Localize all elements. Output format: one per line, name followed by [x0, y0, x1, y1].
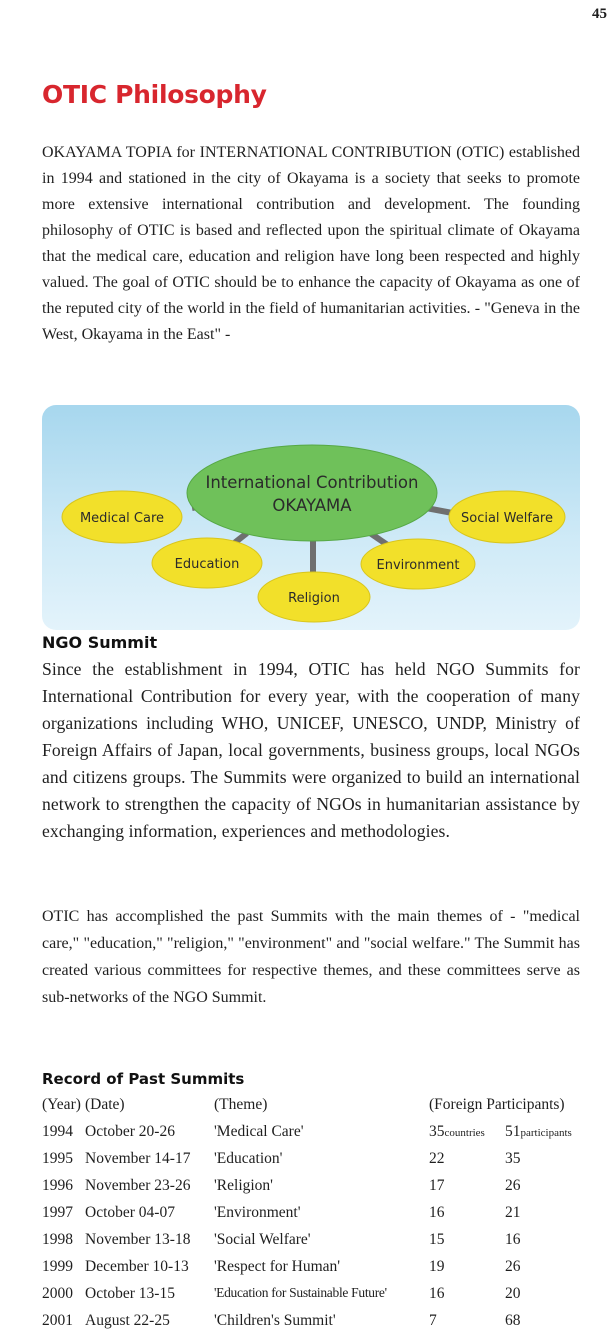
- record-participants-value: 21: [505, 1204, 521, 1221]
- header-year: (Year): [42, 1096, 81, 1113]
- record-countries: [429, 1150, 445, 1168]
- record-year: 1998: [42, 1231, 73, 1248]
- record-date: November 13-18: [85, 1231, 191, 1248]
- record-year: 1996: [42, 1177, 73, 1194]
- record-participants-value: 26: [505, 1258, 521, 1275]
- record-theme: 'Religion': [214, 1177, 273, 1194]
- record-countries: [429, 1312, 437, 1330]
- record-countries-unit: countries: [444, 1127, 485, 1139]
- themes-paragraph: OTIC has accomplished the past Summits with the main themes of - "medical care," "education," "religion," "environment" and "social welfare." The Summit has created various committees for respective themes, and these committees serve as sub-networks of the NGO Summit.: [42, 908, 580, 1006]
- record-date: November 23-26: [85, 1177, 191, 1194]
- record-participants-value: 26: [505, 1177, 521, 1194]
- node-label-social-welfare: Social Welfare: [461, 511, 553, 526]
- record-date: December 10-13: [85, 1258, 189, 1275]
- header-foreign-participants: (Foreign Participants): [429, 1096, 565, 1113]
- record-participants-value: 35: [505, 1150, 521, 1167]
- record-countries: [429, 1231, 445, 1249]
- record-participants: [505, 1312, 521, 1330]
- records-heading: Record of Past Summits: [42, 1070, 245, 1088]
- record-countries: [429, 1285, 445, 1303]
- table-row: [42, 1150, 587, 1177]
- record-year: 1994: [42, 1123, 73, 1140]
- record-date: November 14-17: [85, 1150, 191, 1167]
- records-table: [42, 1096, 587, 1339]
- node-label-religion: Religion: [288, 591, 340, 606]
- record-participants: [505, 1177, 521, 1195]
- record-theme: 'Social Welfare': [214, 1231, 311, 1248]
- record-countries: [429, 1177, 445, 1195]
- node-label-medical-care: Medical Care: [79, 511, 165, 526]
- ngo-summit-paragraph: Since the establishment in 1994, OTIC has held NGO Summits for International Contribution for every year, with the cooperation of many organizations including WHO, UNICEF, UNESCO, UNDP, Ministry of Foreign Affairs of Japan, local governments, business groups, local NGOs and citizens groups. The Summits were organized to build an international network to strengthen the capacity of NGOs in humanitarian assistance by exchanging information, experiences and methodologies.: [42, 659, 580, 841]
- table-row: [42, 1312, 587, 1339]
- table-row: [42, 1204, 587, 1231]
- table-row: [42, 1231, 587, 1258]
- ngo-summit-heading: NGO Summit: [42, 633, 158, 652]
- record-year: 1997: [42, 1204, 73, 1221]
- record-year: 1999: [42, 1258, 73, 1275]
- record-participants: [505, 1258, 521, 1276]
- record-participants-value: 16: [505, 1231, 521, 1248]
- page-number: 45: [592, 6, 607, 22]
- record-theme: 'Medical Care': [214, 1123, 304, 1140]
- record-participants: [505, 1231, 521, 1249]
- record-year: 2001: [42, 1312, 73, 1329]
- record-participants-value: 51: [505, 1123, 521, 1140]
- record-theme: 'Education for Sustainable Future': [214, 1285, 387, 1300]
- record-participants: [505, 1150, 521, 1168]
- record-date: October 13-15: [85, 1285, 175, 1302]
- record-participants-value: 20: [505, 1285, 521, 1302]
- record-theme: 'Children's Summit': [214, 1312, 336, 1329]
- header-theme: (Theme): [214, 1096, 268, 1113]
- node-label-education: Education: [174, 557, 240, 572]
- center-label-line2: OKAYAMA: [272, 496, 352, 515]
- table-row: [42, 1258, 587, 1285]
- records-body: [42, 1123, 587, 1339]
- center-label-line1: International Contribution: [205, 473, 419, 492]
- record-countries: [429, 1258, 445, 1276]
- records-header-row: [42, 1096, 587, 1123]
- record-year: 1995: [42, 1150, 73, 1167]
- record-participants: [505, 1204, 521, 1222]
- record-theme: 'Education': [214, 1150, 283, 1167]
- table-row: [42, 1285, 587, 1312]
- page-title: OTIC Philosophy: [42, 80, 267, 109]
- record-theme: 'Respect for Human': [214, 1258, 341, 1275]
- table-row: [42, 1177, 587, 1204]
- record-countries-value: 19: [429, 1258, 445, 1275]
- record-countries-value: 22: [429, 1150, 445, 1167]
- header-date: (Date): [85, 1096, 125, 1113]
- record-countries-value: 16: [429, 1285, 445, 1302]
- record-countries-value: 35: [429, 1123, 445, 1140]
- record-participants: [505, 1285, 521, 1303]
- record-countries-value: 15: [429, 1231, 445, 1248]
- record-year: 2000: [42, 1285, 73, 1302]
- record-countries: [429, 1204, 445, 1222]
- record-countries: [429, 1123, 485, 1141]
- center-node: [187, 445, 437, 541]
- record-participants-unit: participants: [520, 1127, 572, 1139]
- intro-paragraph: OKAYAMA TOPIA for INTERNATIONAL CONTRIBUTION (OTIC) established in 1994 and stationed in the city of Okayama is a society that seeks to promote more extensive international contribution and development. The founding philosophy of OTIC is based and reflected upon the spiritual climate of Okayama that the medical care, education and religion have long been respected and highly valued. The goal of OTIC should be to enhance the capacity of Okayama as one of the reputed city of the world in the field of humanitarian activities. - "Geneva in the West, Okayama in the East" -: [42, 144, 580, 343]
- node-label-environment: Environment: [376, 558, 460, 573]
- record-date: October 04-07: [85, 1204, 175, 1221]
- diagram-graphic: [42, 405, 580, 630]
- record-countries-value: 17: [429, 1177, 445, 1194]
- table-row: [42, 1123, 587, 1150]
- record-date: October 20-26: [85, 1123, 175, 1140]
- record-theme: 'Environment': [214, 1204, 301, 1221]
- record-participants-value: 68: [505, 1312, 521, 1329]
- record-countries-value: 7: [429, 1312, 437, 1329]
- record-participants: [505, 1123, 572, 1141]
- record-countries-value: 16: [429, 1204, 445, 1221]
- record-date: August 22-25: [85, 1312, 170, 1329]
- philosophy-diagram: [42, 405, 580, 630]
